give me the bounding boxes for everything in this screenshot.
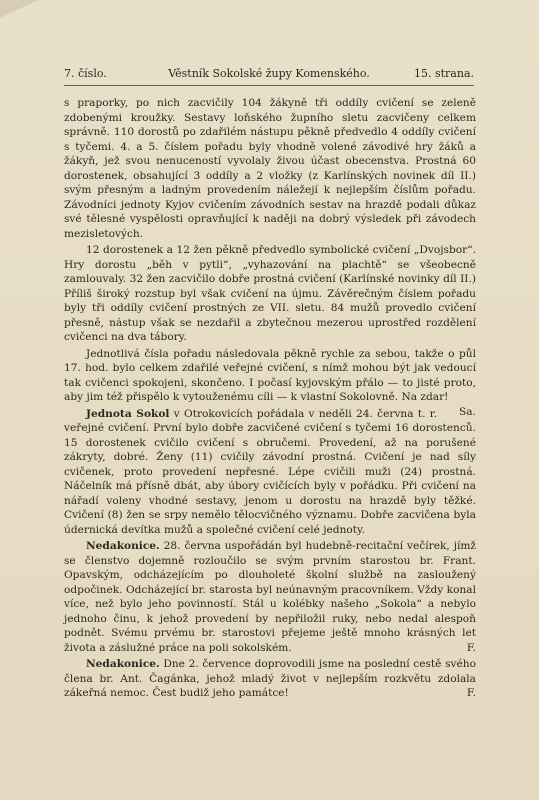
header-rule (64, 85, 474, 86)
page-number: 15. strana. (413, 67, 474, 80)
paragraph-3 (64, 407, 476, 538)
paragraph-0 (64, 96, 476, 241)
paragraph-lead: Nedakonice. (86, 540, 160, 552)
paragraph-text: Jednotlivá čísla pořadu následovala pěkně rychle za sebou, takže o půl 17. hod. bylo celkem zdařilé veřejné cvičení, s nímž mohou být jak vedoucí tak cvičenci spokojeni, skončeno. I počasí kyjovským přálo — to jisté proto, aby jim též přispělo k vytouženému cíli — k vlastní Sokolovně. Na zdar! (64, 347, 476, 403)
article-body (64, 96, 476, 703)
paragraph-text: v Otrokovicích pořádala v neděli 24. června t. r. veřejné cvičení. První bylo dobře zacvičené cvičení s tyčemi 16 dorostenců. 15 dorostenek cvičilo cvičení s obručemi. Provedení, až na porušené zákryty, dobré. Ženy (11) cvičily závodní prostná. Cvičení je nad síly cvičenek, proto provedení nepřesné. Lépe cvičili muži (24) prostná. Náčelník má přísně dbát, aby úbory cvičících byly v pořádku. Při cvičení na nářadí voleny vhodné sestavy, jenom u dorostu na hrazdě byly těžké. Cvičení (8) žen se srpy nemělo tělocvičného významu. Dobře zacvičena byla údernická devítka mužů a společné cvičení celé jednoty. (64, 407, 476, 536)
issue-number: 7. číslo. (64, 67, 107, 80)
paragraph-text: 28. června uspořádán byl hudebně-recitační večírek, jímž se členstvo dojemně rozloučilo se svým prvním starostou br. Frant. Opavským, odcházejícím po dlouholeté školní službě na zasloužený odpočinek. Odcházející br. starosta byl neúnavným pracovníkem. Vždy konal více, než bylo jeho povinností. Stál u kolébky našeho „Sokola“ a nebylo jednoho činu, k jehož provedení by nepřiložil ruky, nebo nedal alespoň podnět. Svému prvému br. starostovi přejeme ještě mnoho krásných let života a záslužné práce na poli sokolském. (64, 540, 476, 654)
signature: Sa. (459, 405, 476, 418)
running-header (64, 67, 474, 81)
paragraph-1 (64, 243, 476, 345)
paragraph-lead: Nedakonice. (86, 658, 160, 670)
paragraph-5 (64, 657, 476, 701)
corner-stamp-icon (0, 0, 40, 20)
paragraph-lead: Jednota Sokol (86, 407, 170, 420)
signature: F. (466, 687, 476, 699)
signature: F. (466, 641, 476, 654)
paragraph-text: 12 dorostenek a 12 žen pěkně předvedlo symbolické cvičení „Dvojsbor“. Hry dorostu „běh v pytli“, „vyhazování na plachtě“ se všeobecně zamlouvaly. 32 žen zacvičilo dobře prostná cvičení (Karlínské novinky díl II.) Příliš široký rozstup byl však cvičení na újmu. Závěrečným číslem pořadu byly tři oddíly cvičení prostných ze VII. sletu. 84 mužů provedlo cvičení přesně, nástup však se nezdařil a zbytečnou mezerou uprostřed rozdělení cvičenci na dva tábory. (64, 244, 476, 343)
journal-title: Věstník Sokolské župy Komenského. (168, 67, 370, 80)
paragraph-text: s praporky, po nich zacvičily 104 žákyně tři oddíly cvičení se zeleně zdobenými kroužky. Sestavy loňského župního sletu zacvičeny celkem správně. 110 dorostů po zdařilém nástupu pěkně předvedlo 4 oddíly cvičení s tyčemi. 4. a 5. číslem pořadu byly vhodně volené závodivé hry žáků a žákyň, jež svou nenuceností vyvolaly živou účast obecenstva. Prostná 60 dorostenek, obsahující 3 oddíly a 2 vložky (z Karlínských novinek díl II.) svým přesným a ladným provedením náležejí k nejlepším číslům pořadu. Závodníci jednoty Kyjov cvičením závodních sestav na hrazdě podali důkaz své tělesné vyspělosti opravňující k naději na dobrý výsledek při závodech mezisletových. (64, 97, 476, 240)
paragraph-4 (64, 539, 476, 655)
paragraph-text: Dne 2. července doprovodili jsme na poslední cestě svého člena br. Ant. Čagánka, jehož mladý život v nejlepším rozkvětu zdolala zákeřná nemoc. Čest budiž jeho památce! (64, 658, 476, 699)
